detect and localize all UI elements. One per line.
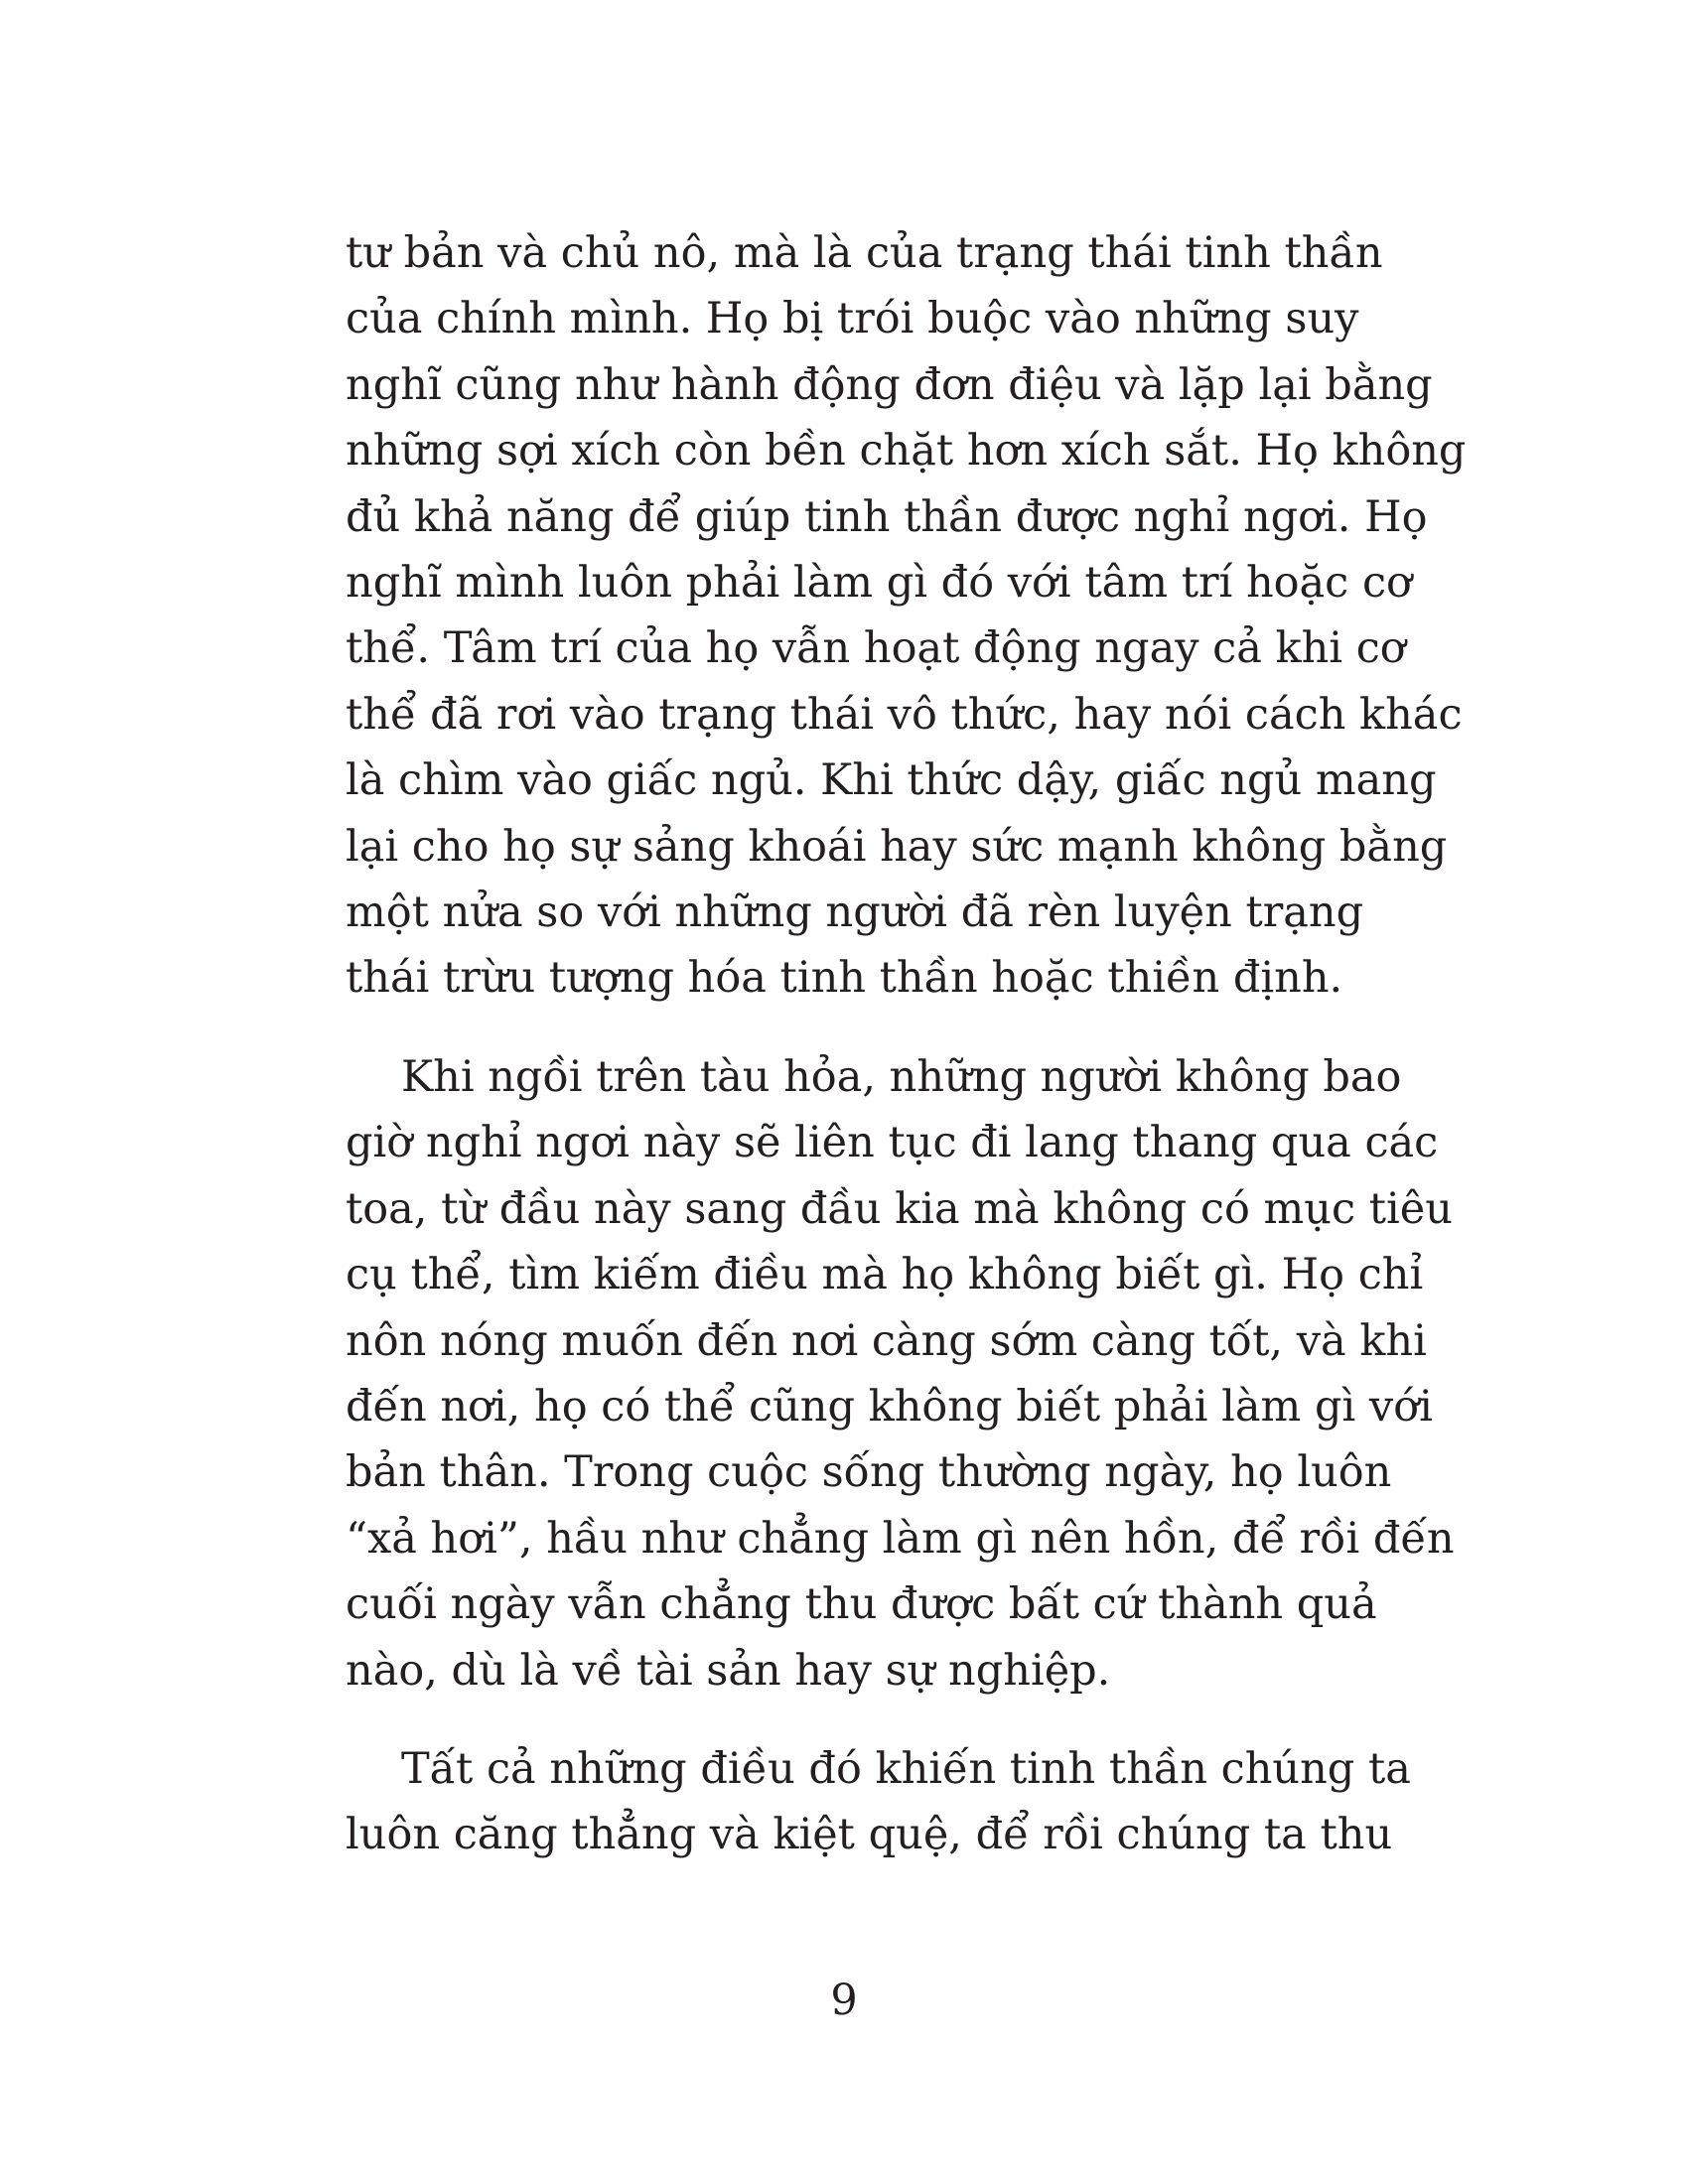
- text-line: Tất cả những điều đó khiến tinh thần chúng ta: [401, 1743, 1411, 1794]
- text-line: của chính mình. Họ bị trói buộc vào những suy: [346, 294, 1359, 344]
- text-line: lại cho họ sự sảng khoái hay sức mạnh không bằng: [346, 821, 1448, 872]
- text-line: đủ khả năng để giúp tinh thần được nghỉ ngơi. Họ: [346, 491, 1428, 542]
- text-line: nghĩ mình luôn phải làm gì đó với tâm trí hoặc cơ: [346, 558, 1412, 609]
- text-line: những sợi xích còn bền chặt hơn xích sắt. Họ không: [346, 426, 1467, 477]
- text-line: thể đã rơi vào trạng thái vô thức, hay nói cách khác: [346, 689, 1463, 740]
- body-text: [346, 220, 1467, 1868]
- text-line: tư bản và chủ nô, mà là của trạng thái tinh thần: [346, 228, 1383, 278]
- text-line: nào, dù là về tài sản hay sự nghiệp.: [346, 1645, 1111, 1696]
- text-line: giờ nghỉ ngơi này sẽ liên tục đi lang thang qua các: [346, 1118, 1439, 1168]
- text-line: Khi ngồi trên tàu hỏa, những người không bao: [401, 1051, 1402, 1102]
- text-line: thái trừu tượng hóa tinh thần hoặc thiền định.: [346, 953, 1343, 1004]
- text-line: một nửa so với những người đã rèn luyện trạng: [346, 887, 1364, 938]
- paragraph-3: [346, 1736, 1411, 1868]
- text-line: cuối ngày vẫn chẳng thu được bất cứ thành quả: [346, 1579, 1377, 1630]
- text-line: bản thân. Trong cuộc sống thường ngày, họ luôn: [346, 1447, 1392, 1498]
- text-line: toa, từ đầu này sang đầu kia mà không có mục tiêu: [346, 1183, 1453, 1234]
- text-line: “xả hơi”, hầu như chẳng làm gì nên hồn, để rồi đến: [346, 1513, 1455, 1564]
- text-line: là chìm vào giấc ngủ. Khi thức dậy, giấc ngủ mang: [346, 755, 1437, 806]
- text-line: nôn nóng muốn đến nơi càng sớm càng tốt, và khi: [346, 1315, 1427, 1366]
- text-line: luôn căng thẳng và kiệt quệ, để rồi chúng ta thu: [346, 1810, 1393, 1860]
- page-number: 9: [830, 1976, 858, 2025]
- text-line: thể. Tâm trí của họ vẫn hoạt động ngay cả khi cơ: [346, 623, 1406, 674]
- text-line: cụ thể, tìm kiếm điều mà họ không biết gì. Họ chỉ: [346, 1250, 1424, 1300]
- paragraph-2: [346, 1044, 1455, 1704]
- text-line: nghĩ cũng như hành động đơn điệu và lặp lại bằng: [346, 359, 1433, 410]
- text-line: đến nơi, họ có thể cũng không biết phải làm gì với: [346, 1381, 1433, 1432]
- paragraph-1: [346, 220, 1467, 1012]
